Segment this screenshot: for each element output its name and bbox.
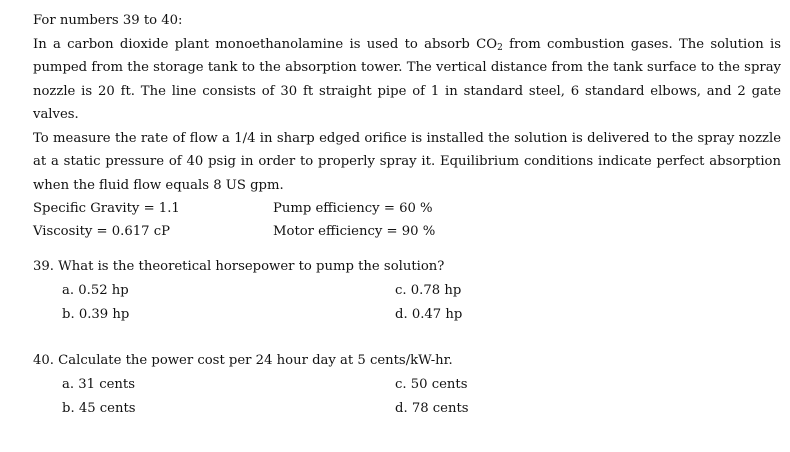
question-39 xyxy=(33,255,781,333)
viscosity: Viscosity = 0.617 cP xyxy=(33,224,170,239)
question-40-stem: 40. Calculate the power cost per 24 hour day at 5 cents/kW-hr. xyxy=(33,353,453,368)
problem-paragraph-1 xyxy=(33,33,781,127)
question-39-stem: 39. What is the theoretical horsepower to pump the solution? xyxy=(33,259,445,274)
question-39-option-c: c. 0.78 hp xyxy=(395,283,462,298)
properties-block xyxy=(33,197,781,245)
question-40 xyxy=(33,349,781,421)
problem-text-part-2: from combustion gases. The solution is pumped from the storage tank to the absorption tower. The vertical distance from the tank surface to the spray nozzle is 20 ft. The line consists of 30 ft straight pipe of 1 in standard steel, 6 standard elbows, and 2 gate valves. xyxy=(33,36,781,122)
pump-efficiency: Pump efficiency = 60 % xyxy=(273,201,433,216)
problem-paragraph-2: To measure the rate of flow a 1/4 in sharp edged orifice is installed the solution is delivered to the spray nozzle at a static pressure of 40 psig in order to properly spray it. Equilibrium conditions indicate perfect absorption when the fluid flow equals 8 US gpm. xyxy=(33,130,781,193)
specific-gravity: Specific Gravity = 1.1 xyxy=(33,201,180,216)
question-39-option-b: b. 0.39 hp xyxy=(62,307,130,322)
document-page xyxy=(33,9,781,421)
problem-text-part-1: In a carbon dioxide plant monoethanolamine is used to absorb CO xyxy=(33,36,498,52)
question-40-option-d: d. 78 cents xyxy=(395,401,469,416)
question-40-option-c: c. 50 cents xyxy=(395,377,468,392)
header-text: For numbers 39 to 40: xyxy=(33,13,183,28)
question-40-option-a: a. 31 cents xyxy=(62,377,135,392)
co2-subscript: 2 xyxy=(497,42,503,53)
question-39-option-d: d. 0.47 hp xyxy=(395,307,463,322)
question-40-option-b: b. 45 cents xyxy=(62,401,136,416)
motor-efficiency: Motor efficiency = 90 % xyxy=(273,224,436,239)
question-39-option-a: a. 0.52 hp xyxy=(62,283,129,298)
